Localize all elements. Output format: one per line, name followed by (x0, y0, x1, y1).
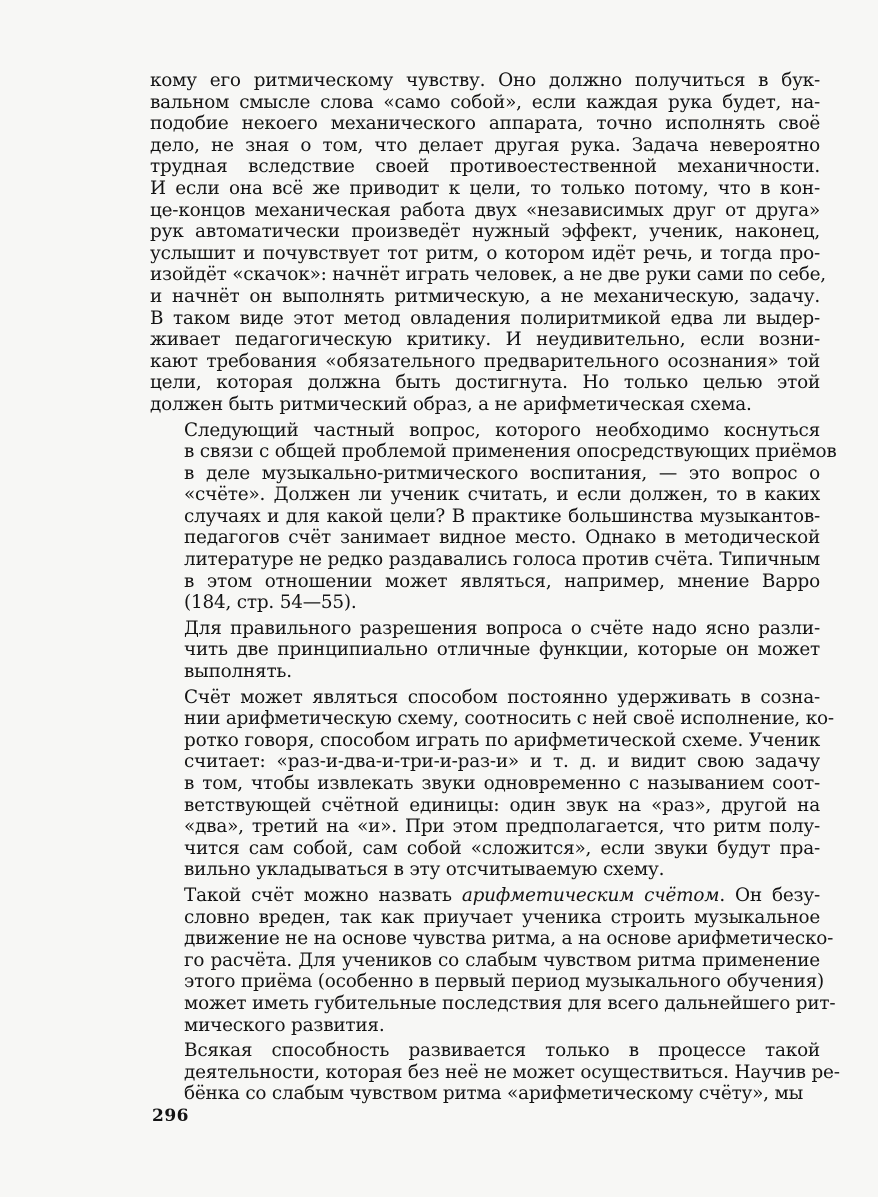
text-line: чится сам собой, сам собой «сложится», если звуки будут пра- (184, 837, 820, 859)
text-line: должен быть ритмический образ, а не арифметическая схема. (150, 393, 752, 415)
text-line: Всякая способность развивается только в процессе такой (184, 1040, 820, 1062)
text-line: чить две принципиально отличные функции, которые он может (184, 639, 820, 661)
text-line: трудная вследствие своей противоестественной механичности. (150, 156, 820, 178)
text-line: го расчёта. Для учеников со слабым чувством ритма применение (184, 949, 820, 971)
text-line: (184, стр. 54—55). (184, 592, 357, 614)
text-line: Такой счёт можно назвать арифметическим счётом. Он безу- (184, 884, 820, 906)
text-line: вальном смысле слова «само собой», если каждая рука будет, на- (150, 91, 820, 113)
text-line: считает: «раз-и-два-и-три-и-раз-и» и т. д. и видит свою задачу (184, 751, 820, 773)
text-line: дело, не зная о том, что делает другая рука. Задача невероятно (150, 134, 820, 156)
paragraph (150, 419, 837, 614)
text-line: в том, чтобы извлекать звуки одновременно с называнием соот- (184, 773, 820, 794)
text-line: бёнка со слабым чувством ритма «арифметическому счёту», мы (184, 1083, 804, 1105)
text-line: движение не на основе чувства ритма, а на основе арифметическо- (184, 928, 834, 950)
text-line: И если она всё же приводит к цели, то только потому, что в кон- (150, 177, 820, 199)
text-line: живает педагогическую критику. И неудивительно, если возни- (150, 329, 820, 351)
text-line: «счёте». Должен ли ученик считать, и если должен, то в каких (184, 484, 820, 506)
text-line: цели, которая должна быть достигнута. Но только целью этой (150, 372, 820, 394)
text-line: в деле музыкально-ритмического воспитания, — это вопрос о (184, 462, 820, 484)
text-line: ветствующей счётной единицы: один звук на «раз», другой на (184, 794, 820, 816)
text-line: в этом отношении может являться, например, мнение Варро (184, 570, 820, 592)
text-line: в связи с общей проблемой применения опосредствующих приёмов (184, 441, 837, 463)
text-line: ротко говоря, способом играть по арифметической схеме. Ученик (184, 729, 820, 751)
text-line: В таком виде этот метод овладения полиритмикой едва ли выдер- (150, 307, 820, 329)
paragraph (150, 884, 836, 1036)
text-line: изойдёт «скачок»: начнёт играть человек, а не две руки сами по себе, (150, 264, 826, 286)
text-line: случаях и для какой цели? В практике большинства музыкантов- (184, 505, 820, 527)
text-line: вильно укладываться в эту отсчитываемую схему. (184, 859, 665, 881)
text-line: этого приёма (особенно в первый период музыкального обучения) (184, 971, 824, 993)
text-line: может иметь губительные последствия для всего дальнейшего рит- (184, 992, 836, 1014)
text-line: кому его ритмическому чувству. Оно должно получиться в бук- (150, 70, 820, 91)
page-number: 296 (152, 1106, 189, 1126)
paragraph (150, 686, 834, 881)
text-line: кают требования «обязательного предварительного осознания» той (150, 350, 820, 372)
text-line: деятельности, которая без неё не может осуществиться. Научив ре- (184, 1061, 840, 1083)
text-line: Счёт может являться способом постоянно удерживать в созна- (184, 686, 820, 708)
paragraph (150, 618, 820, 683)
text-line: Для правильного разрешения вопроса о счёте надо ясно разли- (184, 617, 820, 639)
text-line: це-концов механическая работа двух «независимых друг от друга» (150, 199, 820, 221)
text-line: подобие некоего механического аппарата, точно исполнять своё (150, 113, 820, 135)
text-line: «два», третий на «и». При этом предполагается, что ритм полу- (184, 816, 820, 838)
text-line: словно вреден, так как приучает ученика строить музыкальное (184, 906, 820, 928)
text-line: Следующий частный вопрос, которого необходимо коснуться (184, 419, 820, 441)
text-line: услышит и почувствует тот ритм, о котором идёт речь, и тогда про- (150, 242, 820, 264)
text-line: педагогов счёт занимает видное место. Однако в методической (184, 527, 820, 549)
paragraph (150, 1040, 840, 1105)
page-body (150, 70, 840, 1105)
text-line: и начнёт он выполнять ритмическую, а не механическую, задачу. (150, 285, 820, 307)
text-line: рук автоматически произведёт нужный эффект, ученик, наконец, (150, 221, 820, 243)
text-line: нии арифметическую схему, соотносить с ней своё исполнение, ко- (184, 708, 834, 730)
text-line: литературе не редко раздавались голоса против счёта. Типичным (184, 549, 820, 571)
emphasis: арифметическим счётом (461, 884, 720, 906)
text-line: мического развития. (184, 1014, 385, 1036)
text-line: выполнять. (184, 661, 292, 683)
paragraph (150, 70, 826, 416)
